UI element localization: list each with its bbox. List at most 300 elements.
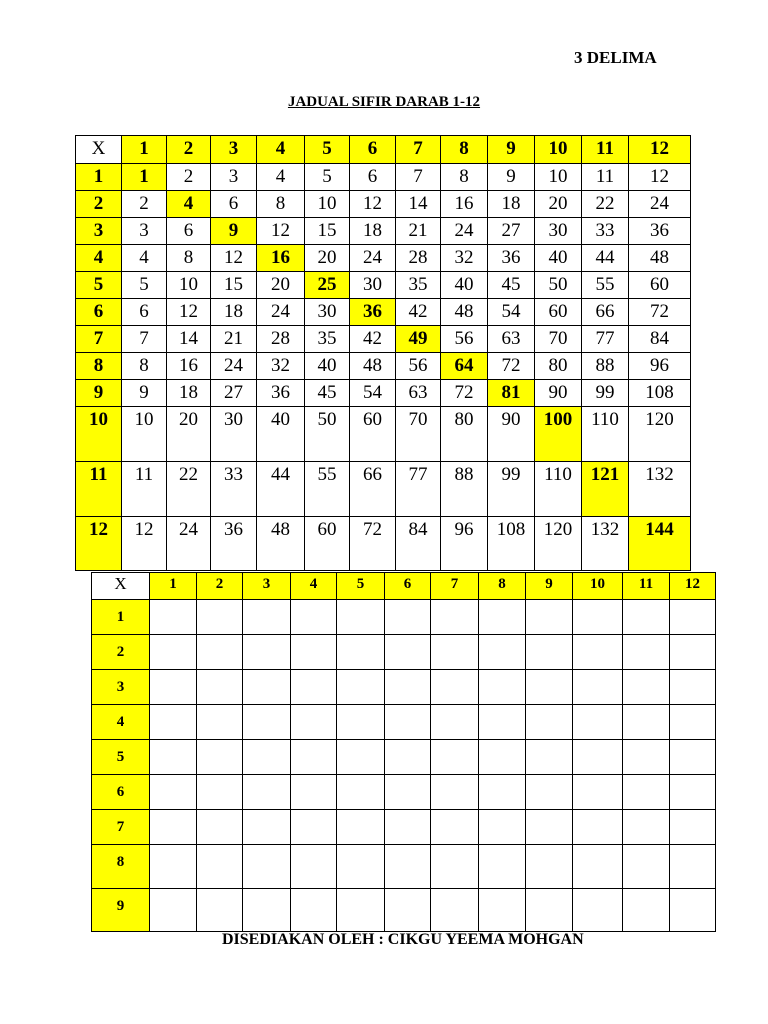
- product-cell: 70: [535, 326, 582, 353]
- product-cell: 18: [488, 191, 535, 218]
- blank-answer-cell[interactable]: [150, 889, 197, 932]
- product-cell: 6: [350, 164, 396, 191]
- blank-answer-cell[interactable]: [385, 845, 431, 889]
- column-header: 2: [197, 573, 243, 600]
- table-row: [92, 600, 716, 635]
- row-header: 8: [92, 845, 150, 889]
- blank-answer-cell[interactable]: [573, 740, 623, 775]
- column-header: 5: [305, 136, 350, 164]
- table-row: [92, 635, 716, 670]
- row-header: 3: [92, 670, 150, 705]
- blank-answer-cell[interactable]: [479, 670, 526, 705]
- product-cell: 12: [257, 218, 305, 245]
- product-cell: 32: [441, 245, 488, 272]
- blank-answer-cell[interactable]: [291, 670, 337, 705]
- blank-answer-cell[interactable]: [573, 600, 623, 635]
- blank-answer-cell[interactable]: [623, 670, 670, 705]
- blank-answer-cell[interactable]: [431, 845, 479, 889]
- blank-answer-cell[interactable]: [479, 635, 526, 670]
- blank-answer-cell[interactable]: [670, 810, 716, 845]
- product-cell: 22: [167, 462, 211, 517]
- blank-answer-cell[interactable]: [291, 635, 337, 670]
- product-cell: 5: [122, 272, 167, 299]
- product-cell: 63: [396, 380, 441, 407]
- blank-answer-cell[interactable]: [431, 889, 479, 932]
- product-cell: 55: [582, 272, 629, 299]
- product-cell: 88: [582, 353, 629, 380]
- blank-answer-cell[interactable]: [291, 740, 337, 775]
- column-header: 3: [211, 136, 257, 164]
- blank-answer-cell[interactable]: [526, 705, 573, 740]
- product-cell: 16: [257, 245, 305, 272]
- blank-answer-cell[interactable]: [526, 600, 573, 635]
- table-row: [92, 810, 716, 845]
- table-header-row: [76, 136, 691, 164]
- product-cell: 14: [396, 191, 441, 218]
- blank-answer-cell[interactable]: [526, 775, 573, 810]
- blank-answer-cell[interactable]: [337, 670, 385, 705]
- blank-answer-cell[interactable]: [431, 635, 479, 670]
- product-cell: 25: [305, 272, 350, 299]
- product-cell: 90: [535, 380, 582, 407]
- table-row: [76, 191, 691, 218]
- blank-answer-cell[interactable]: [150, 600, 197, 635]
- corner-cell: X: [92, 573, 150, 600]
- blank-practice-table: [91, 572, 716, 932]
- product-cell: 8: [167, 245, 211, 272]
- row-header: 11: [76, 462, 122, 517]
- blank-answer-cell[interactable]: [197, 635, 243, 670]
- blank-answer-cell[interactable]: [385, 600, 431, 635]
- column-header: 2: [167, 136, 211, 164]
- blank-answer-cell[interactable]: [337, 600, 385, 635]
- product-cell: 21: [396, 218, 441, 245]
- product-cell: 48: [257, 517, 305, 571]
- product-cell: 2: [122, 191, 167, 218]
- row-header: 4: [76, 245, 122, 272]
- product-cell: 40: [535, 245, 582, 272]
- product-cell: 3: [122, 218, 167, 245]
- product-cell: 30: [350, 272, 396, 299]
- table-row: [76, 380, 691, 407]
- product-cell: 48: [629, 245, 691, 272]
- multiplication-table: [75, 135, 691, 571]
- product-cell: 30: [211, 407, 257, 462]
- product-cell: 96: [441, 517, 488, 571]
- product-cell: 4: [122, 245, 167, 272]
- column-header: 1: [150, 573, 197, 600]
- row-header: 5: [92, 740, 150, 775]
- product-cell: 33: [211, 462, 257, 517]
- product-cell: 54: [350, 380, 396, 407]
- product-cell: 132: [582, 517, 629, 571]
- blank-answer-cell[interactable]: [337, 810, 385, 845]
- column-header: 6: [385, 573, 431, 600]
- blank-answer-cell[interactable]: [243, 705, 291, 740]
- blank-answer-cell[interactable]: [479, 775, 526, 810]
- product-cell: 18: [350, 218, 396, 245]
- product-cell: 27: [211, 380, 257, 407]
- product-cell: 12: [629, 164, 691, 191]
- column-header: 9: [488, 136, 535, 164]
- product-cell: 60: [350, 407, 396, 462]
- blank-answer-cell[interactable]: [431, 600, 479, 635]
- product-cell: 66: [582, 299, 629, 326]
- product-cell: 56: [396, 353, 441, 380]
- blank-answer-cell[interactable]: [197, 810, 243, 845]
- blank-answer-cell[interactable]: [623, 740, 670, 775]
- table-row: [92, 705, 716, 740]
- product-cell: 110: [582, 407, 629, 462]
- row-header: 9: [76, 380, 122, 407]
- blank-answer-cell[interactable]: [479, 889, 526, 932]
- product-cell: 72: [488, 353, 535, 380]
- table-row: [76, 164, 691, 191]
- product-cell: 80: [441, 407, 488, 462]
- row-header: 4: [92, 705, 150, 740]
- blank-answer-cell[interactable]: [385, 889, 431, 932]
- blank-answer-cell[interactable]: [243, 845, 291, 889]
- row-header: 3: [76, 218, 122, 245]
- column-header: 4: [291, 573, 337, 600]
- blank-answer-cell[interactable]: [670, 740, 716, 775]
- blank-answer-cell[interactable]: [337, 705, 385, 740]
- row-header: 2: [76, 191, 122, 218]
- table-row: [76, 245, 691, 272]
- product-cell: 6: [122, 299, 167, 326]
- product-cell: 24: [441, 218, 488, 245]
- product-cell: 36: [257, 380, 305, 407]
- blank-answer-cell[interactable]: [526, 810, 573, 845]
- product-cell: 12: [122, 517, 167, 571]
- product-cell: 22: [582, 191, 629, 218]
- product-cell: 77: [396, 462, 441, 517]
- blank-answer-cell[interactable]: [573, 705, 623, 740]
- row-header: 2: [92, 635, 150, 670]
- column-header: 11: [582, 136, 629, 164]
- product-cell: 35: [305, 326, 350, 353]
- product-cell: 9: [122, 380, 167, 407]
- row-header: 12: [76, 517, 122, 571]
- product-cell: 50: [305, 407, 350, 462]
- product-cell: 24: [257, 299, 305, 326]
- row-header: 7: [92, 810, 150, 845]
- product-cell: 9: [488, 164, 535, 191]
- product-cell: 45: [305, 380, 350, 407]
- blank-answer-cell[interactable]: [670, 635, 716, 670]
- blank-answer-cell[interactable]: [573, 889, 623, 932]
- column-header: 12: [670, 573, 716, 600]
- blank-answer-cell[interactable]: [573, 775, 623, 810]
- product-cell: 36: [211, 517, 257, 571]
- blank-answer-cell[interactable]: [670, 889, 716, 932]
- product-cell: 24: [211, 353, 257, 380]
- blank-answer-cell[interactable]: [479, 600, 526, 635]
- blank-answer-cell[interactable]: [291, 810, 337, 845]
- column-header: 8: [441, 136, 488, 164]
- blank-answer-cell[interactable]: [479, 705, 526, 740]
- row-header: 10: [76, 407, 122, 462]
- product-cell: 88: [441, 462, 488, 517]
- product-cell: 84: [396, 517, 441, 571]
- product-cell: 72: [350, 517, 396, 571]
- product-cell: 35: [396, 272, 441, 299]
- blank-answer-cell[interactable]: [623, 635, 670, 670]
- product-cell: 3: [211, 164, 257, 191]
- blank-answer-cell[interactable]: [337, 635, 385, 670]
- blank-answer-cell[interactable]: [623, 845, 670, 889]
- product-cell: 120: [629, 407, 691, 462]
- product-cell: 10: [305, 191, 350, 218]
- column-header: 7: [396, 136, 441, 164]
- blank-answer-cell[interactable]: [243, 635, 291, 670]
- table-row: [92, 845, 716, 889]
- blank-answer-cell[interactable]: [243, 775, 291, 810]
- product-cell: 99: [488, 462, 535, 517]
- blank-answer-cell[interactable]: [431, 705, 479, 740]
- product-cell: 2: [167, 164, 211, 191]
- table-row: [76, 272, 691, 299]
- blank-answer-cell[interactable]: [385, 670, 431, 705]
- product-cell: 6: [167, 218, 211, 245]
- blank-answer-cell[interactable]: [291, 775, 337, 810]
- product-cell: 24: [350, 245, 396, 272]
- blank-answer-cell[interactable]: [150, 775, 197, 810]
- row-header: 6: [92, 775, 150, 810]
- product-cell: 110: [535, 462, 582, 517]
- column-header: 1: [122, 136, 167, 164]
- blank-answer-cell[interactable]: [197, 775, 243, 810]
- blank-answer-cell[interactable]: [150, 670, 197, 705]
- product-cell: 66: [350, 462, 396, 517]
- blank-answer-cell[interactable]: [385, 705, 431, 740]
- product-cell: 44: [582, 245, 629, 272]
- column-header: 12: [629, 136, 691, 164]
- blank-answer-cell[interactable]: [243, 600, 291, 635]
- row-header: 5: [76, 272, 122, 299]
- blank-answer-cell[interactable]: [385, 740, 431, 775]
- blank-answer-cell[interactable]: [150, 705, 197, 740]
- blank-answer-cell[interactable]: [623, 775, 670, 810]
- product-cell: 40: [257, 407, 305, 462]
- page-title: [0, 94, 768, 111]
- product-cell: 108: [629, 380, 691, 407]
- blank-answer-cell[interactable]: [526, 740, 573, 775]
- blank-answer-cell[interactable]: [291, 600, 337, 635]
- blank-answer-cell[interactable]: [385, 775, 431, 810]
- blank-answer-cell[interactable]: [337, 845, 385, 889]
- blank-answer-cell[interactable]: [150, 635, 197, 670]
- blank-answer-cell[interactable]: [197, 889, 243, 932]
- product-cell: 60: [535, 299, 582, 326]
- blank-answer-cell[interactable]: [385, 635, 431, 670]
- product-cell: 27: [488, 218, 535, 245]
- column-header: 8: [479, 573, 526, 600]
- table-row: [92, 889, 716, 932]
- column-header: 3: [243, 573, 291, 600]
- blank-answer-cell[interactable]: [573, 810, 623, 845]
- blank-answer-cell[interactable]: [337, 775, 385, 810]
- blank-answer-cell[interactable]: [291, 889, 337, 932]
- product-cell: 16: [441, 191, 488, 218]
- blank-answer-cell[interactable]: [431, 775, 479, 810]
- product-cell: 64: [441, 353, 488, 380]
- product-cell: 8: [441, 164, 488, 191]
- product-cell: 28: [396, 245, 441, 272]
- blank-answer-cell[interactable]: [670, 670, 716, 705]
- product-cell: 40: [305, 353, 350, 380]
- blank-answer-cell[interactable]: [670, 705, 716, 740]
- product-cell: 70: [396, 407, 441, 462]
- product-cell: 36: [488, 245, 535, 272]
- blank-answer-cell[interactable]: [526, 889, 573, 932]
- product-cell: 20: [257, 272, 305, 299]
- product-cell: 7: [396, 164, 441, 191]
- product-cell: 4: [167, 191, 211, 218]
- product-cell: 9: [211, 218, 257, 245]
- product-cell: 21: [211, 326, 257, 353]
- blank-answer-cell[interactable]: [670, 775, 716, 810]
- column-header: 4: [257, 136, 305, 164]
- product-cell: 72: [441, 380, 488, 407]
- product-cell: 60: [305, 517, 350, 571]
- column-header: 5: [337, 573, 385, 600]
- blank-answer-cell[interactable]: [243, 889, 291, 932]
- product-cell: 20: [167, 407, 211, 462]
- blank-answer-cell[interactable]: [623, 889, 670, 932]
- product-cell: 33: [582, 218, 629, 245]
- blank-answer-cell[interactable]: [479, 740, 526, 775]
- product-cell: 56: [441, 326, 488, 353]
- column-header: 11: [623, 573, 670, 600]
- blank-answer-cell[interactable]: [197, 600, 243, 635]
- product-cell: 40: [441, 272, 488, 299]
- blank-answer-cell[interactable]: [337, 889, 385, 932]
- product-cell: 10: [535, 164, 582, 191]
- product-cell: 10: [122, 407, 167, 462]
- blank-answer-cell[interactable]: [197, 740, 243, 775]
- product-cell: 12: [211, 245, 257, 272]
- product-cell: 1: [122, 164, 167, 191]
- product-cell: 80: [535, 353, 582, 380]
- product-cell: 18: [211, 299, 257, 326]
- table-row: [76, 353, 691, 380]
- blank-answer-cell[interactable]: [197, 670, 243, 705]
- column-header: 10: [573, 573, 623, 600]
- blank-answer-cell[interactable]: [526, 670, 573, 705]
- product-cell: 132: [629, 462, 691, 517]
- blank-answer-cell[interactable]: [479, 810, 526, 845]
- product-cell: 10: [167, 272, 211, 299]
- product-cell: 14: [167, 326, 211, 353]
- blank-answer-cell[interactable]: [385, 810, 431, 845]
- product-cell: 54: [488, 299, 535, 326]
- product-cell: 100: [535, 407, 582, 462]
- blank-answer-cell[interactable]: [291, 845, 337, 889]
- product-cell: 36: [350, 299, 396, 326]
- prepared-by-credit: DISEDIAKAN OLEH : CIKGU YEEMA MOHGAN: [222, 931, 584, 948]
- product-cell: 18: [167, 380, 211, 407]
- blank-answer-cell[interactable]: [150, 845, 197, 889]
- column-header: 10: [535, 136, 582, 164]
- blank-answer-cell[interactable]: [150, 740, 197, 775]
- blank-answer-cell[interactable]: [243, 670, 291, 705]
- blank-answer-cell[interactable]: [670, 845, 716, 889]
- blank-answer-cell[interactable]: [479, 845, 526, 889]
- product-cell: 6: [211, 191, 257, 218]
- blank-answer-cell[interactable]: [291, 705, 337, 740]
- product-cell: 120: [535, 517, 582, 571]
- product-cell: 8: [257, 191, 305, 218]
- product-cell: 81: [488, 380, 535, 407]
- blank-answer-cell[interactable]: [197, 845, 243, 889]
- table-row: [92, 670, 716, 705]
- column-header: 9: [526, 573, 573, 600]
- product-cell: 16: [167, 353, 211, 380]
- product-cell: 11: [582, 164, 629, 191]
- product-cell: 30: [535, 218, 582, 245]
- blank-answer-cell[interactable]: [243, 740, 291, 775]
- blank-answer-cell[interactable]: [623, 600, 670, 635]
- blank-answer-cell[interactable]: [573, 670, 623, 705]
- product-cell: 50: [535, 272, 582, 299]
- product-cell: 55: [305, 462, 350, 517]
- product-cell: 12: [167, 299, 211, 326]
- blank-answer-cell[interactable]: [431, 740, 479, 775]
- product-cell: 32: [257, 353, 305, 380]
- table-row: [92, 740, 716, 775]
- product-cell: 84: [629, 326, 691, 353]
- blank-answer-cell[interactable]: [573, 845, 623, 889]
- product-cell: 24: [167, 517, 211, 571]
- blank-answer-cell[interactable]: [337, 740, 385, 775]
- blank-answer-cell[interactable]: [623, 810, 670, 845]
- table-row: [76, 299, 691, 326]
- table-row: [76, 218, 691, 245]
- product-cell: 121: [582, 462, 629, 517]
- row-header: 6: [76, 299, 122, 326]
- blank-answer-cell[interactable]: [431, 670, 479, 705]
- table-row: [76, 517, 691, 571]
- blank-answer-cell[interactable]: [197, 705, 243, 740]
- table-header-row: [92, 573, 716, 600]
- product-cell: 42: [350, 326, 396, 353]
- title-text: JADUAL SIFIR DARAB 1-12: [287, 94, 481, 110]
- product-cell: 8: [122, 353, 167, 380]
- product-cell: 45: [488, 272, 535, 299]
- product-cell: 36: [629, 218, 691, 245]
- blank-answer-cell[interactable]: [573, 635, 623, 670]
- blank-answer-cell[interactable]: [670, 600, 716, 635]
- product-cell: 15: [211, 272, 257, 299]
- product-cell: 96: [629, 353, 691, 380]
- product-cell: 28: [257, 326, 305, 353]
- table-row: [76, 462, 691, 517]
- blank-answer-cell[interactable]: [150, 810, 197, 845]
- blank-answer-cell[interactable]: [526, 845, 573, 889]
- product-cell: 4: [257, 164, 305, 191]
- row-header: 1: [76, 164, 122, 191]
- blank-answer-cell[interactable]: [243, 810, 291, 845]
- blank-answer-cell[interactable]: [623, 705, 670, 740]
- blank-answer-cell[interactable]: [431, 810, 479, 845]
- blank-answer-cell[interactable]: [526, 635, 573, 670]
- class-label: 3 DELIMA: [574, 48, 657, 67]
- product-cell: 49: [396, 326, 441, 353]
- product-cell: 48: [350, 353, 396, 380]
- corner-cell: X: [76, 136, 122, 164]
- product-cell: 30: [305, 299, 350, 326]
